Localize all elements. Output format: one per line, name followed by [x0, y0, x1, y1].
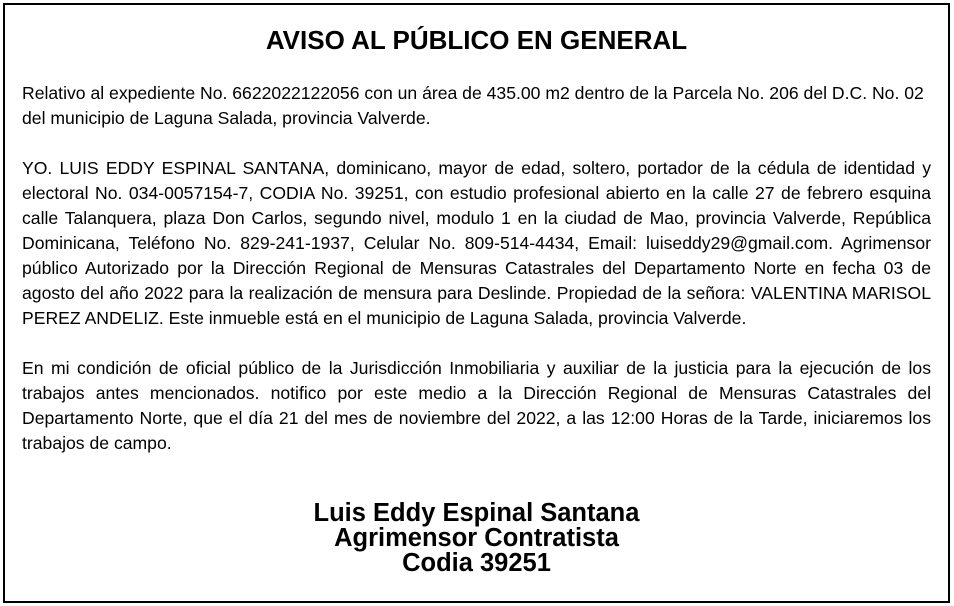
- signature-codia: Codia 39251: [402, 549, 551, 577]
- notice-body: [22, 81, 931, 481]
- paragraph-notification: En mi condición de oficial público de la Jurisdicción Inmobiliaria y auxiliar de la justicia para la ejecución de los trabajos antes mencionados. notifico por este medio a la Dirección Regional de Mensuras Catastrales del Departamento Norte, que el día 21 del mes de noviembre del 2022, a las 12:00 Horas de la Tarde, iniciaremos los trabajos de campo.: [22, 358, 931, 453]
- paragraph-surveyor-declaration: YO. LUIS EDDY ESPINAL SANTANA, dominicano, mayor de edad, soltero, portador de la cédula de identidad y electoral No. 034-0057154-7, CODIA No. 39251, con estudio profesional abierto en la calle 27 de febrero esquina calle Talanquera, plaza Don Carlos, segundo nivel, modulo 1 en la ciudad de Mao, provincia Valverde, República Dominicana, Teléfono No. 829-241-1937, Celular No. 809-514-4434, Email: luiseddy29@gmail.com. Agrimensor público Autorizado por la Dirección Regional de Mensuras Catastrales del Departamento Norte en fecha 03 de agosto del año 2022 para la realización de mensura para Deslinde. Propiedad de la señora: VALENTINA MARISOL PEREZ ANDELIZ. Este inmueble está en el municipio de Laguna Salada, provincia Valverde.: [22, 158, 931, 328]
- signature-role: Agrimensor Contratista: [334, 524, 619, 552]
- signature-name: Luis Eddy Espinal Santana: [313, 499, 640, 527]
- notice-title: AVISO AL PÚBLICO EN GENERAL: [265, 25, 688, 55]
- signature-block: [5, 501, 948, 576]
- notice-frame: [3, 3, 950, 603]
- paragraph-file-reference: Relativo al expediente No. 6622022122056 con un área de 435.00 m2 dentro de la Parcela No. 206 del D.C. No. 02 del municipio de Laguna Salada, provincia Valverde.: [22, 83, 924, 128]
